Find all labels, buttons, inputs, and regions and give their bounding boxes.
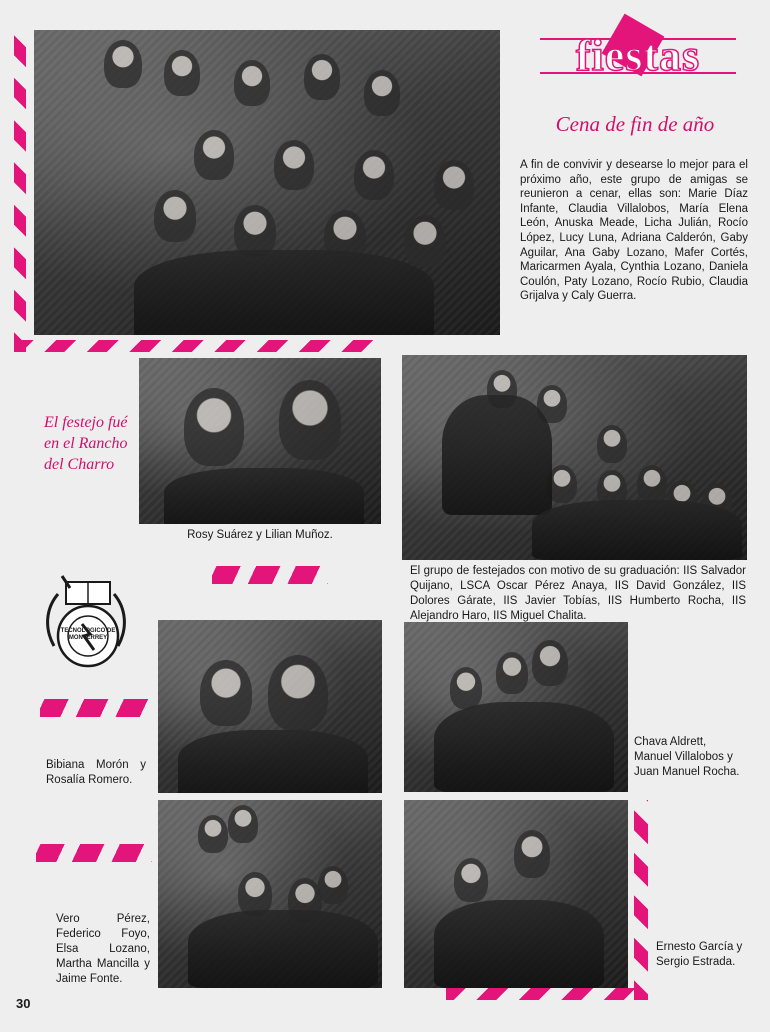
tec-monterrey-seal-icon	[38, 568, 134, 676]
caption-vero-grupo: Vero Pérez, Federico Foyo, Elsa Lozano, Martha Mancilla y Jaime Fonte.	[56, 913, 150, 985]
stripe-frame-bottom-right	[446, 988, 648, 1000]
main-group-photo	[34, 30, 500, 335]
stripe-frame-bottom	[14, 340, 376, 352]
tec-monterrey-logo	[38, 568, 134, 676]
stripe-mid	[212, 566, 328, 584]
photo-rosy-lilian	[139, 358, 381, 524]
photo-ernesto-sergio	[404, 800, 628, 988]
photo-chava-manuel-juan	[404, 622, 628, 792]
tec-monterrey-logo-text: TECNOLOGICO DE MONTERREY	[60, 628, 116, 641]
caption-bibiana-rosalia: Bibiana Morón y Rosalía Romero.	[46, 759, 146, 786]
caption-rosy-lilian: Rosy Suárez y Lilian Muñoz.	[187, 529, 333, 541]
page-number: 30	[16, 996, 31, 1011]
caption-graduados: El grupo de festejados con motivo de su graduación: IIS Salvador Quijano, LSCA Oscar Pérez Anaya, IIS David González, IIS Dolores Gárate, IIS Javier Tobías, IIS Humberto Rocha, IIS Alejandro Haro, IIS Miguel Chalita.	[410, 565, 746, 622]
main-caption: A fin de convivir y desearse lo mejor para el próximo año, este grupo de amigas se reunieron a cenar, ellas son: Marie Díaz Infante, Claudia Villalobos, María Elena León, Anuska Meade, Licha Julián, Rocío López, Lucy Luna, Adriana Calderón, Gaby Aguilar, Ana Gaby Lozano, Mafer Cortés, Maricarmen Ayala, Cynthia Lozano, Daniela Coulón, Paty Lozano, Rocío Rubio, Claudia Grijalva y Caly Guerra.	[520, 159, 748, 303]
festejo-note: El festejo fué en el Rancho del Charro	[44, 414, 128, 473]
section-header-label: fiestas	[575, 31, 701, 80]
photo-graduados	[402, 355, 747, 560]
caption-ernesto-sergio: Ernesto García y Sergio Estrada.	[656, 941, 743, 968]
stripe-frame-right	[634, 800, 648, 1000]
photo-bibiana-rosalia	[158, 620, 382, 793]
stripe-left-bibiana	[40, 699, 150, 717]
section-header	[540, 28, 736, 98]
photo-vero-grupo	[158, 800, 382, 988]
caption-chava-manuel-juan: Chava Aldrett, Manuel Villalobos y Juan Manuel Rocha.	[634, 736, 740, 778]
stripe-left-vero	[36, 844, 152, 862]
stripe-frame-left	[14, 30, 26, 352]
article-title: Cena de fin de año	[555, 112, 715, 136]
